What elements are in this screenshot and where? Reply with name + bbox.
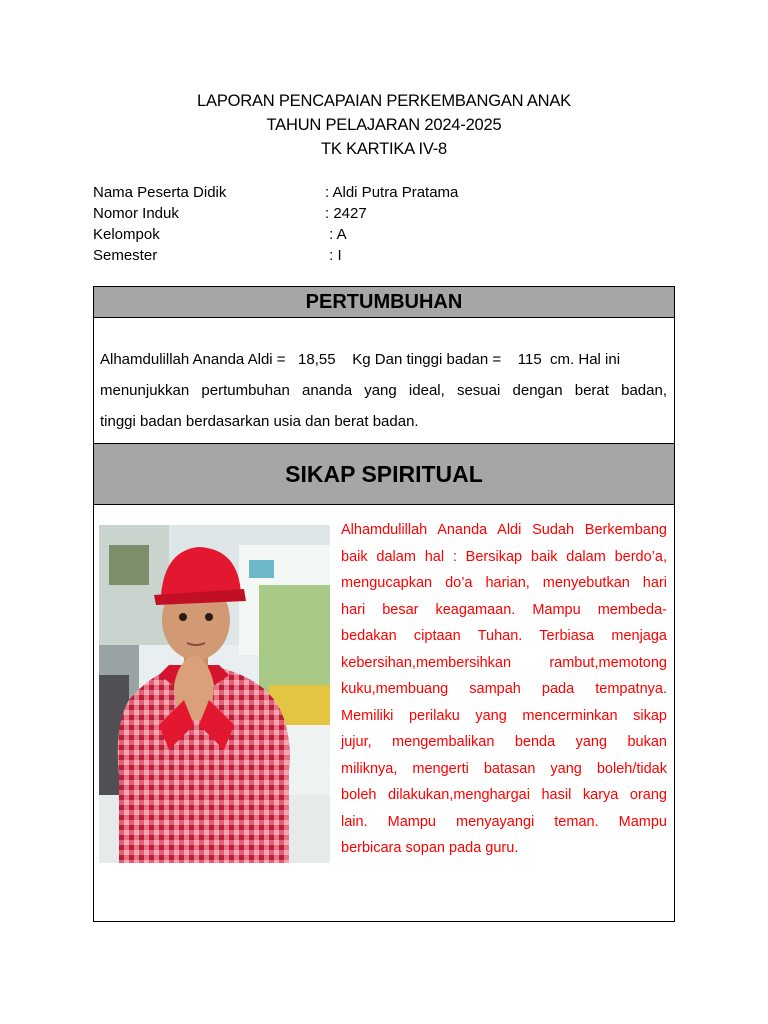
student-group-row xyxy=(93,224,573,245)
spiritual-line-3: mengucapkan do’a harian, menyebutkan hari xyxy=(341,575,667,591)
growth-line-2: menunjukkan pertumbuhan ananda yang ideal, sesuai dengan berat badan, xyxy=(100,382,667,399)
report-title-line-2: TAHUN PELAJARAN 2024-2025 xyxy=(266,116,502,134)
spiritual-heading: SIKAP SPIRITUAL xyxy=(94,443,674,505)
report-title-line-1: LAPORAN PENCAPAIAN PERKEMBANGAN ANAK xyxy=(197,92,571,110)
student-id-value: : 2427 xyxy=(325,205,367,222)
spiritual-line-7: kuku,membuang sampah pada tempatnya. xyxy=(341,681,667,697)
spiritual-line-8: Memiliki perilaku yang mencerminkan sikap xyxy=(341,707,667,724)
student-semester-row xyxy=(93,245,573,266)
student-name-value: : Aldi Putra Pratama xyxy=(325,184,459,201)
growth-heading: PERTUMBUHAN xyxy=(94,287,674,318)
spiritual-line-9: jujur, mengembalikan benda yang bukan xyxy=(341,734,667,750)
student-group-label: Kelompok xyxy=(93,226,160,243)
spiritual-line-1: Alhamdulillah Ananda Aldi Sudah Berkembang xyxy=(341,522,667,538)
spiritual-line-13: berbicara sopan pada guru. xyxy=(341,840,519,856)
spiritual-line-6: kebersihan,membersihkan rambut,memotong xyxy=(341,654,667,671)
spiritual-line-10: miliknya, mengerti batasan yang boleh/tidak xyxy=(341,760,667,777)
growth-text xyxy=(100,344,667,437)
student-id-row xyxy=(93,203,573,224)
spiritual-line-5: bedakan ciptaan Tuhan. Terbiasa menjaga xyxy=(341,628,667,644)
growth-line-1: Alhamdulillah Ananda Aldi = 18,55 Kg Dan tinggi badan = 115 cm. Hal ini xyxy=(100,351,621,368)
student-photo xyxy=(99,525,330,863)
report-title xyxy=(0,89,768,161)
student-semester-label: Semester xyxy=(93,247,158,264)
spiritual-text xyxy=(341,517,667,862)
student-semester-value: : I xyxy=(325,247,342,264)
student-id-label: Nomor Induk xyxy=(93,205,179,222)
student-name-label: Nama Peserta Didik xyxy=(93,184,227,201)
growth-line-3: tinggi badan berdasarkan usia dan berat badan. xyxy=(100,413,419,430)
spiritual-line-12: lain. Mampu menyayangi teman. Mampu xyxy=(341,813,667,830)
student-group-value: : A xyxy=(325,226,347,243)
spiritual-line-4: hari besar keagamaan. Mampu membeda- xyxy=(341,601,667,618)
spiritual-line-2: baik dalam hal : Bersikap baik dalam berdo’a, xyxy=(341,548,667,565)
student-name-row xyxy=(93,182,573,203)
report-frame xyxy=(93,286,675,922)
student-info xyxy=(93,182,573,266)
spiritual-line-11: boleh dilakukan,menghargai hasil karya orang xyxy=(341,787,667,803)
report-title-line-3: TK KARTIKA IV-8 xyxy=(321,140,447,158)
